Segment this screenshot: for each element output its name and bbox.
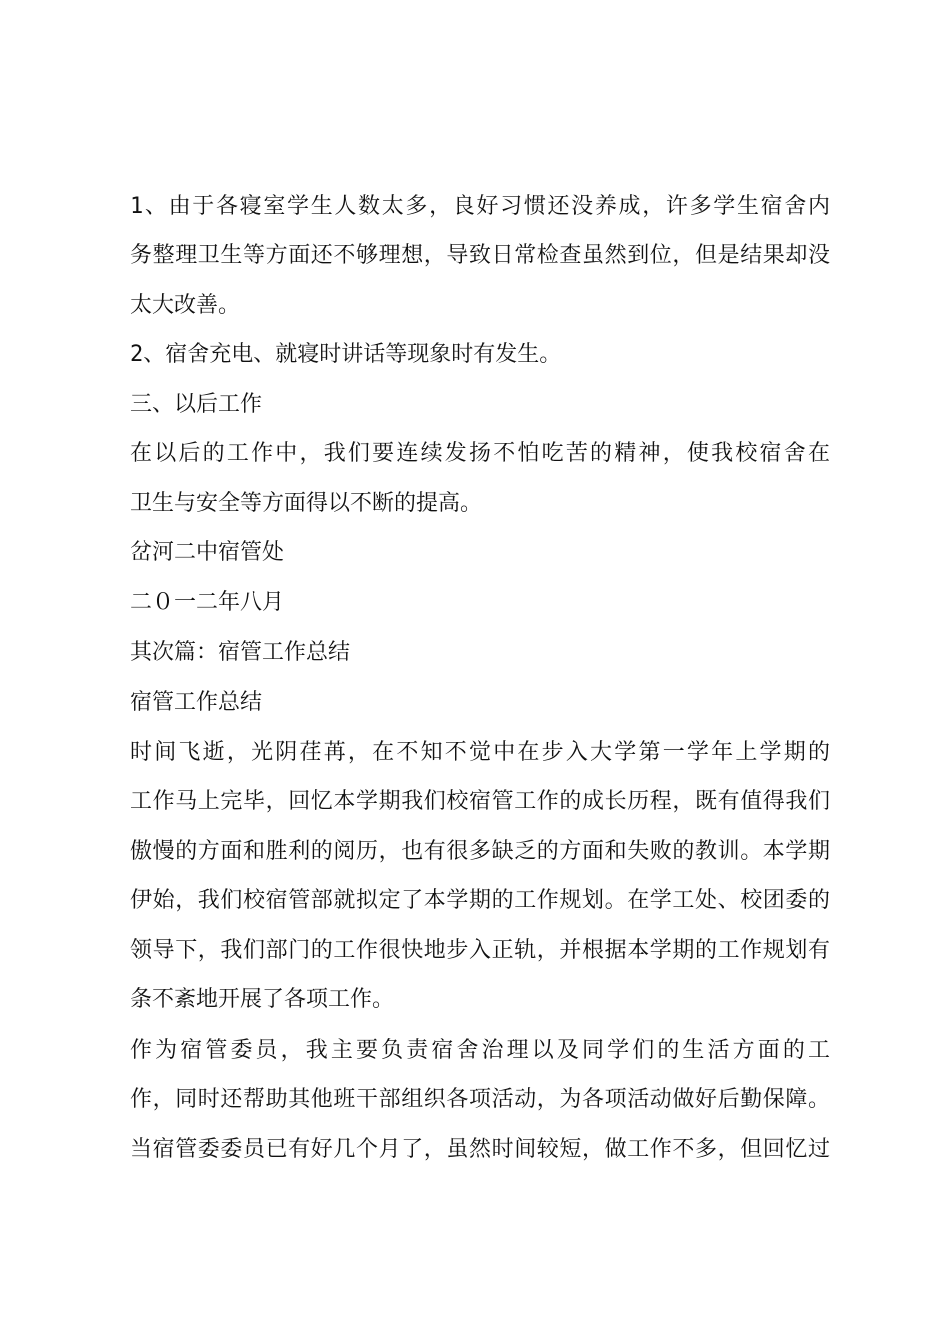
article-title: 宿管工作总结 [130,690,263,715]
paragraph-5-line-2: 作，同时还帮助其他班干部组织各项活动，为各项活动做好后勤保障。 [130,1087,830,1112]
paragraph-4-line-6: 条不紊地开展了各项工作。 [130,987,395,1012]
paragraph-3-line-2: 卫生与安全等方面得以不断的提高。 [130,491,483,516]
paragraph-4-line-3: 傲慢的方面和胜利的阅历，也有很多缺乏的方面和失败的教训。本学期 [130,839,830,864]
chapter-title: 其次篇：宿管工作总结 [130,640,351,665]
section-heading-future-work: 三、以后工作 [130,392,263,417]
paragraph-1-line-2: 务整理卫生等方面还不够理想，导致日常检查虽然到位，但是结果却没 [130,243,830,268]
paragraph-2: 2、宿舍充电、就寝时讲话等现象时有发生。 [130,342,562,367]
paragraph-4-line-2: 工作马上完毕，回忆本学期我们校宿管工作的成长历程，既有值得我们 [130,789,830,814]
paragraph-1-line-1: 1、由于各寝室学生人数太多，良好习惯还没养成，许多学生宿舍内 [130,194,830,219]
paragraph-1-line-3: 太大改善。 [130,293,241,318]
signature-date: 二０一二年八月 [130,590,285,615]
paragraph-5-line-1: 作为宿管委员，我主要负责宿舍治理以及同学们的生活方面的工 [130,1038,830,1063]
paragraph-4-line-1: 时间飞逝，光阴荏苒，在不知不觉中在步入大学第一学年上学期的 [130,740,830,765]
paragraph-5-line-3: 当宿管委委员已有好几个月了，虽然时间较短，做工作不多，但回忆过 [130,1137,830,1162]
paragraph-3-line-1: 在以后的工作中，我们要连续发扬不怕吃苦的精神，使我校宿舍在 [130,441,830,466]
signature-office: 岔河二中宿管处 [130,540,285,565]
paragraph-4-line-5: 领导下，我们部门的工作很快地步入正轨，并根据本学期的工作规划有 [130,938,830,963]
paragraph-4-line-4: 伊始，我们校宿管部就拟定了本学期的工作规划。在学工处、校团委的 [130,888,830,913]
